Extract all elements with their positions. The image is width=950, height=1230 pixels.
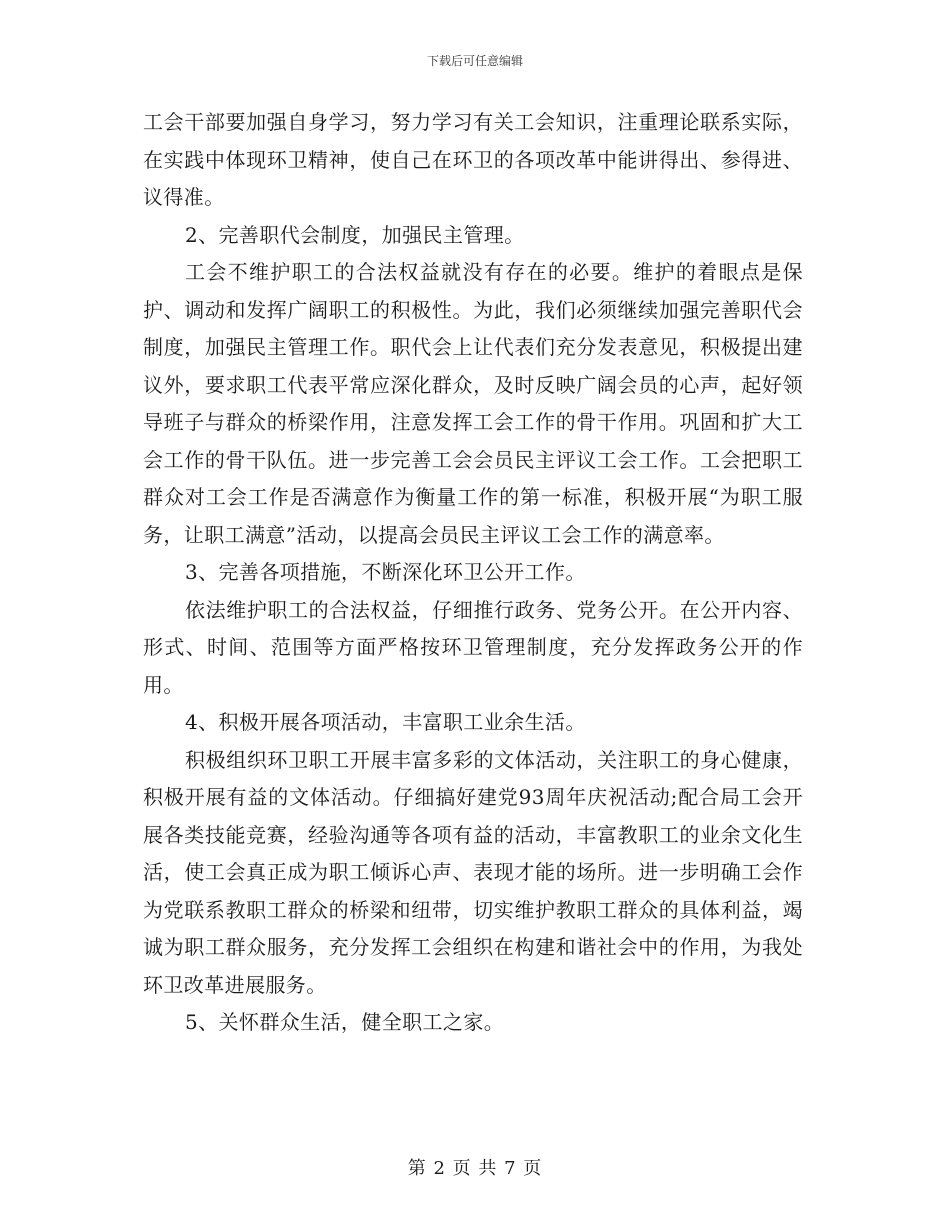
section-heading-2: 2、完善职代会制度，加强民主管理。 <box>185 222 525 247</box>
paragraph-congress-system: 工会不维护职工的合法权益就没有存在的必要。维护的着眼点是保护、调动和发挥广阔职工的积极性。为此，我们必须继续加强完善职代会制度，加强民主管理工作。职代会上让代表们充分发表意见，积极提出建议外，要求职工代表平常应深化群众，及时反映广阔会员的心声，起好领导班子与群众的桥梁作用，注意发挥工会工作的骨干作用。巩固和扩大工会工作的骨干队伍。进一步完善工会会员民主评议工会工作。工会把职工群众对工会工作是否满意作为衡量工作的第一标准，积极开展“为职工服务，让职工满意”活动，以提高会员民主评议工会工作的满意率。 <box>143 260 803 547</box>
page-number-footer: 第 2 页 共 7 页 <box>407 1158 543 1179</box>
document-body <box>143 104 803 1042</box>
paragraph-openness: 依法维护职工的合法权益，仔细推行政务、党务公开。在公开内容、形式、时间、范围等方面严格按环卫管理制度，充分发挥政务公开的作用。 <box>143 597 803 697</box>
section-heading-5: 5、关怀群众生活，健全职工之家。 <box>185 1010 505 1034</box>
paragraph-continuation: 工会干部要加强自身学习，努力学习有关工会知识，注重理论联系实际，在实践中体现环卫精神，使自己在环卫的各项改革中能讲得出、参得进、议得准。 <box>143 110 803 209</box>
section-heading-3: 3、完善各项措施，不断深化环卫公开工作。 <box>185 560 586 584</box>
paragraph-activities: 积极组织环卫职工开展丰富多彩的文体活动，关注职工的身心健康，积极开展有益的文体活动。仔细搞好建党93周年庆祝活动;配合局工会开展各类技能竞赛，经验沟通等各项有益的活动，丰富教职工的业余文化生活，使工会真正成为职工倾诉心声、表现才能的场所。进一步明确工会作为党联系教职工群众的桥梁和纽带，切实维护教职工群众的具体利益，竭诚为职工群众服务，充分发挥工会组织在构建和谐社会中的作用，为我处环卫改革进展服务。 <box>143 747 803 997</box>
page-header: 下载后可任意编辑 <box>426 54 523 68</box>
section-heading-4: 4、积极开展各项活动，丰富职工业余生活。 <box>185 710 586 734</box>
